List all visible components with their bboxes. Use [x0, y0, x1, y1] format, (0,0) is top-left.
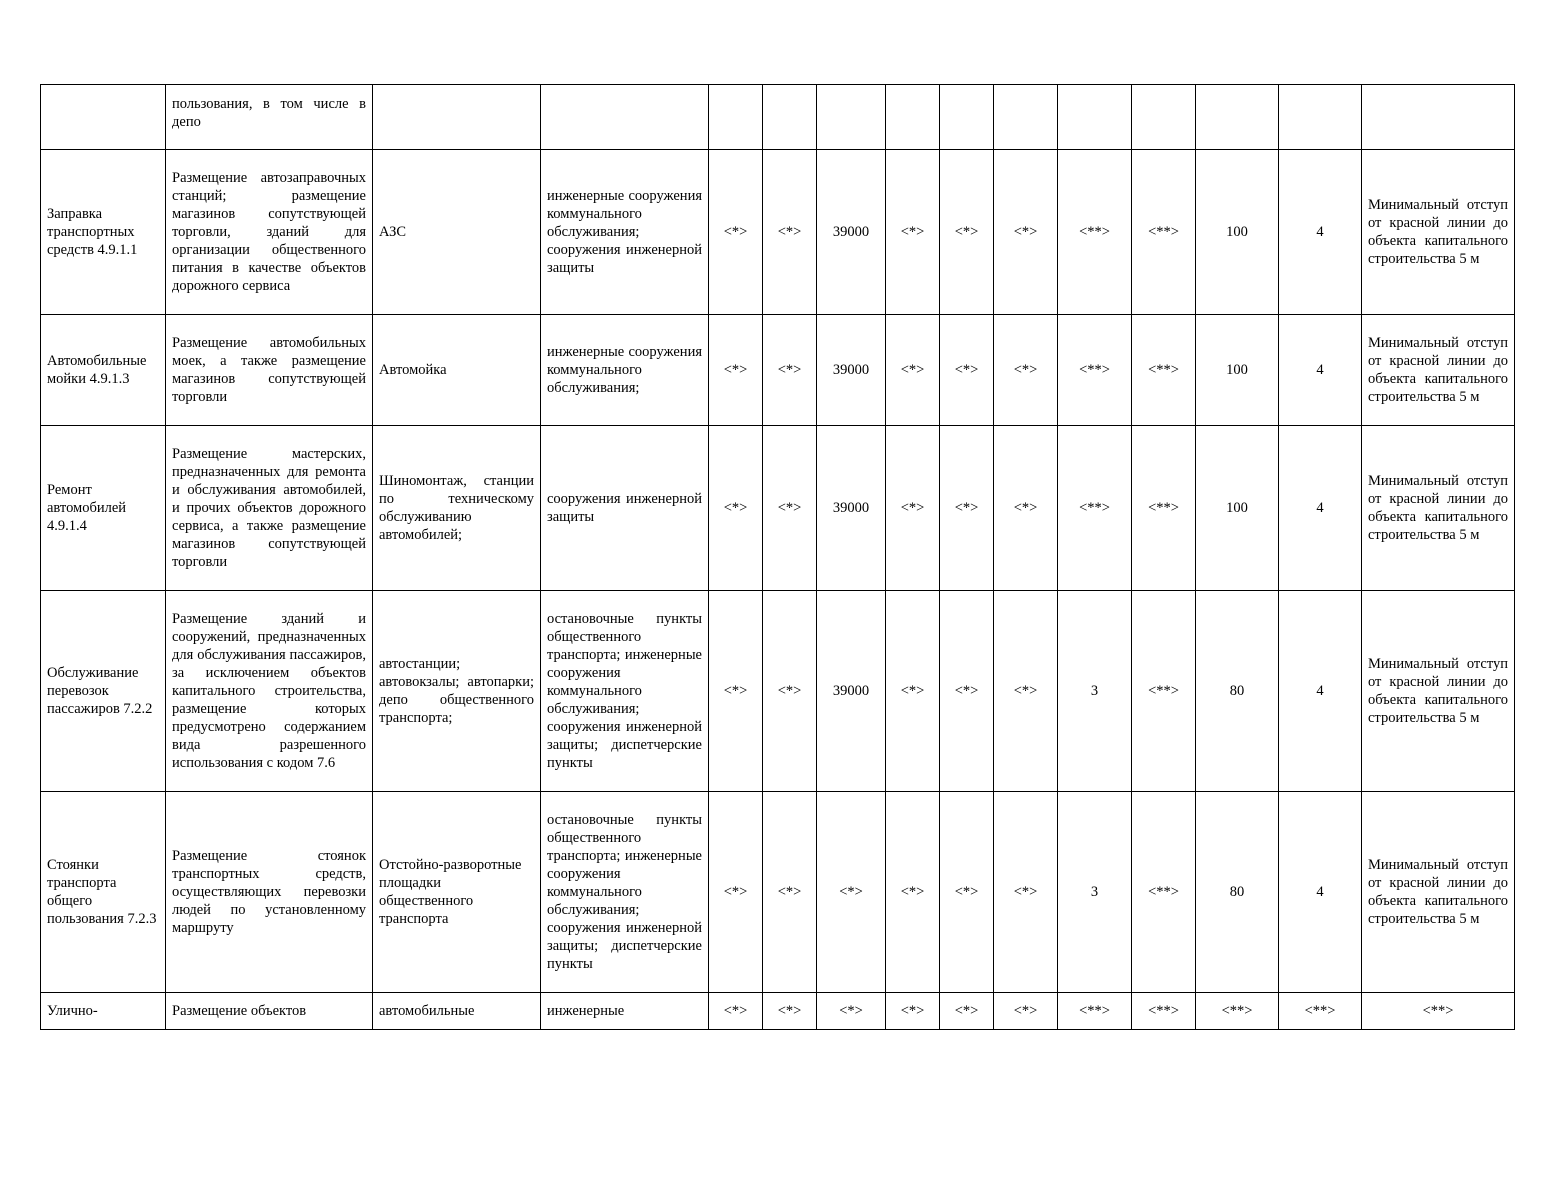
parameter-cell: <*>	[886, 792, 940, 993]
note-cell: Минимальный отступ от красной линии до объекта капитального строительства 5 м	[1362, 426, 1515, 591]
use-type-name: Улично-	[41, 993, 166, 1030]
parameter-cell: 4	[1279, 150, 1362, 315]
use-type-name: Заправка транспортных средств 4.9.1.1	[41, 150, 166, 315]
parameter-cell: <**>	[1196, 993, 1279, 1030]
parameter-cell: <*>	[994, 315, 1058, 426]
parameter-cell	[1196, 85, 1279, 150]
parameter-cell: 4	[1279, 591, 1362, 792]
main-objects-cell	[373, 85, 541, 150]
parameter-cell: <*>	[994, 591, 1058, 792]
parameter-cell: <*>	[763, 426, 817, 591]
parameter-cell: <*>	[886, 150, 940, 315]
parameter-cell: <*>	[940, 993, 994, 1030]
note-cell: <**>	[1362, 993, 1515, 1030]
parameter-cell: <*>	[886, 993, 940, 1030]
use-type-description: Размещение объектов	[166, 993, 373, 1030]
parameter-cell: <*>	[763, 315, 817, 426]
parameter-cell: <*>	[763, 591, 817, 792]
parameter-cell: 4	[1279, 315, 1362, 426]
table-row	[41, 426, 1515, 591]
parameter-cell: <*>	[994, 150, 1058, 315]
main-objects-cell: автомобильные	[373, 993, 541, 1030]
auxiliary-objects-cell: остановочные пункты общественного транспорта; инженерные сооружения коммунального обслуживания; сооружения инженерной защиты; диспетчерские пункты	[541, 591, 709, 792]
parameter-cell: <**>	[1279, 993, 1362, 1030]
parameter-cell	[709, 85, 763, 150]
parameter-cell: 80	[1196, 591, 1279, 792]
table-row	[41, 993, 1515, 1030]
auxiliary-objects-cell: остановочные пункты общественного транспорта; инженерные сооружения коммунального обслуживания; сооружения инженерной защиты; диспетчерские пункты	[541, 792, 709, 993]
use-type-name: Ремонт автомобилей 4.9.1.4	[41, 426, 166, 591]
parameter-cell: <**>	[1058, 150, 1132, 315]
use-type-description: пользования, в том числе в депо	[166, 85, 373, 150]
parameter-cell: <**>	[1132, 591, 1196, 792]
parameter-cell: <*>	[763, 150, 817, 315]
parameter-cell: <*>	[940, 792, 994, 993]
parameter-cell: <*>	[709, 315, 763, 426]
parameter-cell: <*>	[817, 993, 886, 1030]
parameter-cell: <*>	[709, 426, 763, 591]
parameter-cell	[940, 85, 994, 150]
main-objects-cell: Автомойка	[373, 315, 541, 426]
parameter-cell: 39000	[817, 426, 886, 591]
parameter-cell: <**>	[1058, 315, 1132, 426]
parameter-cell: <**>	[1132, 426, 1196, 591]
parameter-cell	[886, 85, 940, 150]
parameter-cell: 39000	[817, 150, 886, 315]
parameter-cell: 39000	[817, 591, 886, 792]
parameter-cell: <**>	[1132, 993, 1196, 1030]
parameter-cell: <*>	[940, 591, 994, 792]
main-objects-cell: Отстойно-разворотные площадки общественного транспорта	[373, 792, 541, 993]
parameter-cell: <*>	[709, 591, 763, 792]
main-objects-cell: АЗС	[373, 150, 541, 315]
table-row	[41, 85, 1515, 150]
parameter-cell	[1058, 85, 1132, 150]
table-row	[41, 792, 1515, 993]
use-type-description: Размещение зданий и сооружений, предназначенных для обслуживания пассажиров, за исключением объектов капитального строительства, размещение которых предусмотрено содержанием вида разрешенного использования с кодом 7.6	[166, 591, 373, 792]
parameter-cell: 80	[1196, 792, 1279, 993]
parameter-cell: <*>	[817, 792, 886, 993]
parameter-cell: 3	[1058, 792, 1132, 993]
parameter-cell	[817, 85, 886, 150]
use-type-name	[41, 85, 166, 150]
note-cell: Минимальный отступ от красной линии до объекта капитального строительства 5 м	[1362, 150, 1515, 315]
parameter-cell	[1279, 85, 1362, 150]
main-objects-cell: Шиномонтаж, станции по техническому обслуживанию автомобилей;	[373, 426, 541, 591]
note-cell: Минимальный отступ от красной линии до объекта капитального строительства 5 м	[1362, 315, 1515, 426]
use-type-description: Размещение стоянок транспортных средств, осуществляющих перевозки людей по установленному маршруту	[166, 792, 373, 993]
table-body	[41, 85, 1515, 1030]
table-row	[41, 315, 1515, 426]
parameter-cell: 100	[1196, 426, 1279, 591]
parameter-cell: <*>	[709, 792, 763, 993]
use-type-description: Размещение автомобильных моек, а также размещение магазинов сопутствующей торговли	[166, 315, 373, 426]
parameter-cell: <*>	[940, 426, 994, 591]
parameter-cell: <*>	[709, 993, 763, 1030]
note-cell: Минимальный отступ от красной линии до объекта капитального строительства 5 м	[1362, 792, 1515, 993]
auxiliary-objects-cell: инженерные сооружения коммунального обслуживания;	[541, 315, 709, 426]
parameter-cell	[994, 85, 1058, 150]
parameter-cell: <*>	[886, 315, 940, 426]
parameter-cell: <**>	[1132, 150, 1196, 315]
parameter-cell: 39000	[817, 315, 886, 426]
parameter-cell: 100	[1196, 315, 1279, 426]
parameter-cell: <*>	[994, 426, 1058, 591]
use-type-description: Размещение мастерских, предназначенных для ремонта и обслуживания автомобилей, и прочих объектов дорожного сервиса, а также размещение магазинов сопутствующей торговли	[166, 426, 373, 591]
auxiliary-objects-cell: сооружения инженерной защиты	[541, 426, 709, 591]
parameter-cell	[1132, 85, 1196, 150]
use-type-name: Автомобильные мойки 4.9.1.3	[41, 315, 166, 426]
parameter-cell: 4	[1279, 426, 1362, 591]
parameter-cell: 3	[1058, 591, 1132, 792]
parameter-cell: <**>	[1058, 993, 1132, 1030]
parameter-cell: <*>	[940, 315, 994, 426]
note-cell	[1362, 85, 1515, 150]
parameter-cell	[763, 85, 817, 150]
parameter-cell: 100	[1196, 150, 1279, 315]
table-row	[41, 150, 1515, 315]
note-cell: Минимальный отступ от красной линии до объекта капитального строительства 5 м	[1362, 591, 1515, 792]
parameter-cell: <**>	[1132, 792, 1196, 993]
parameter-cell: <*>	[709, 150, 763, 315]
auxiliary-objects-cell: инженерные сооружения коммунального обслуживания; сооружения инженерной защиты	[541, 150, 709, 315]
auxiliary-objects-cell	[541, 85, 709, 150]
main-objects-cell: автостанции; автовокзалы; автопарки; депо общественного транспорта;	[373, 591, 541, 792]
parameter-cell: 4	[1279, 792, 1362, 993]
parameter-cell: <*>	[940, 150, 994, 315]
use-type-name: Обслуживание перевозок пассажиров 7.2.2	[41, 591, 166, 792]
use-type-description: Размещение автозаправочных станций; размещение магазинов сопутствующей торговли, зданий для организации общественного питания в качестве объектов дорожного сервиса	[166, 150, 373, 315]
table-row	[41, 591, 1515, 792]
parameter-cell: <*>	[886, 426, 940, 591]
use-type-name: Стоянки транспорта общего пользования 7.2.3	[41, 792, 166, 993]
parameter-cell: <**>	[1058, 426, 1132, 591]
parameter-cell: <*>	[763, 993, 817, 1030]
parameter-cell: <*>	[994, 993, 1058, 1030]
parameter-cell: <*>	[994, 792, 1058, 993]
zoning-regulations-table	[40, 84, 1515, 1030]
auxiliary-objects-cell: инженерные	[541, 993, 709, 1030]
parameter-cell: <**>	[1132, 315, 1196, 426]
parameter-cell: <*>	[763, 792, 817, 993]
parameter-cell: <*>	[886, 591, 940, 792]
